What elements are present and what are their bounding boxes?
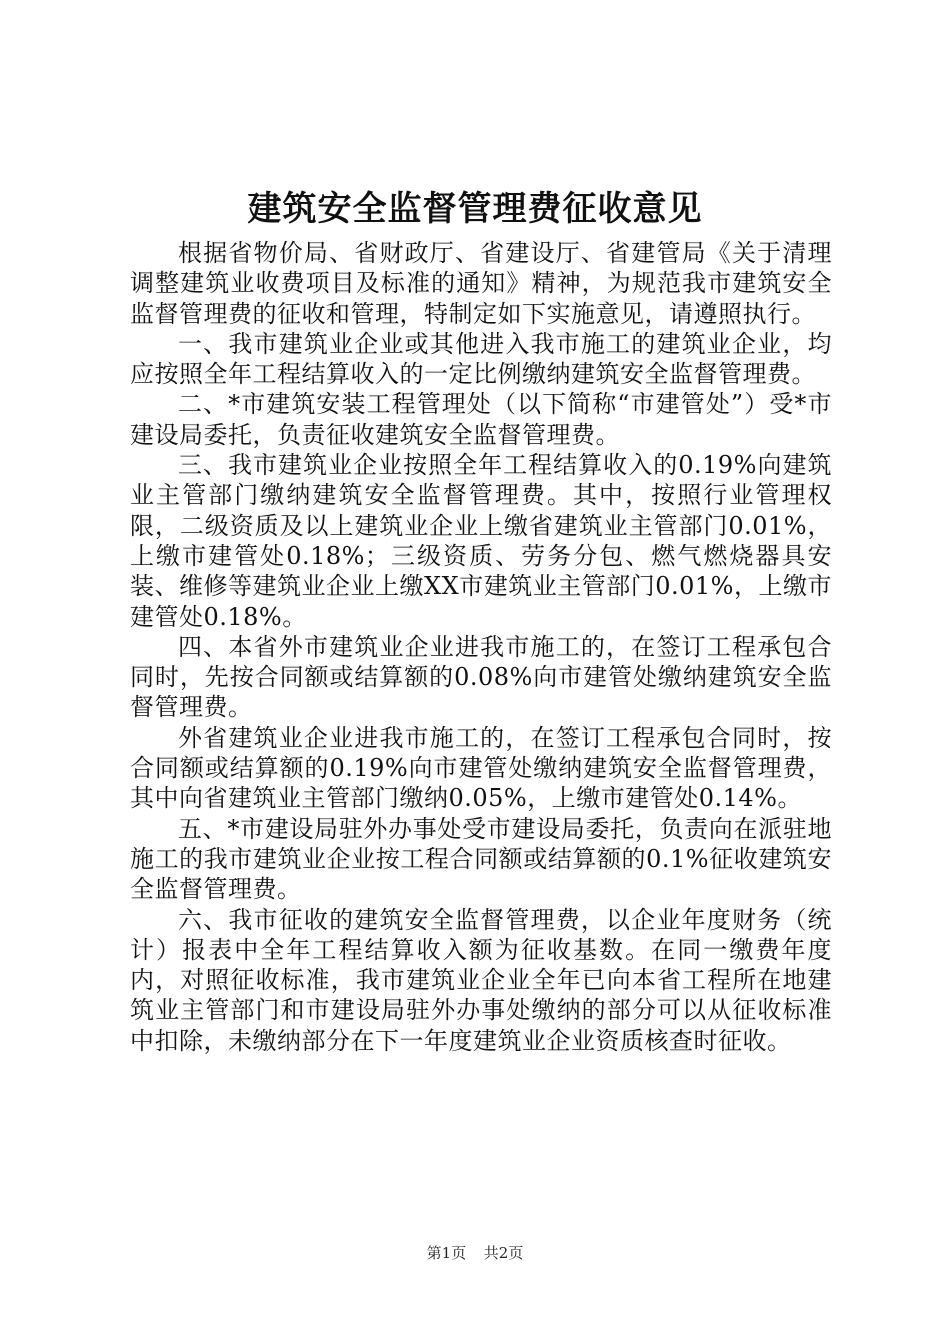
paragraph-item-6: 六、我市征收的建筑安全监督管理费，以企业年度财务（统计）报表中全年工程结算收入额为征收基数。在同一缴费年度内，对照征收标准，我市建筑业企业全年已向本省工程所在地建筑业主管部门和市建设局驻外办事处缴纳的部分可以从征收标准中扣除，未缴纳部分在下一年度建筑业企业资质核查时征收。 xyxy=(130,905,832,1055)
document-body xyxy=(130,238,832,1056)
paragraph-item-4: 四、本省外市建筑业企业进我市施工的，在签订工程承包合同时，先按合同额或结算额的0.08%向市建管处缴纳建筑安全监督管理费。 xyxy=(130,632,832,722)
paragraph-item-3: 三、我市建筑业企业按照全年工程结算收入的0.19%向建筑业主管部门缴纳建筑安全监督管理费。其中，按照行业管理权限，二级资质及以上建筑业企业上缴省建筑业主管部门0.01%，上缴市建管处0.18%；三级资质、劳务分包、燃气燃烧器具安装、维修等建筑业企业上缴XX市建筑业主管部门0.01%，上缴市建管处0.18%。 xyxy=(130,451,832,631)
paragraph-item-4-supplement: 外省建筑业企业进我市施工的，在签订工程承包合同时，按合同额或结算额的0.19%向市建管处缴纳建筑安全监督管理费，其中向省建筑业主管部门缴纳0.05%，上缴市建管处0.14%。 xyxy=(130,723,832,813)
page-number-total: 共2页 xyxy=(483,1244,524,1262)
document-title: 建筑安全监督管理费征收意见 xyxy=(247,189,703,229)
page-footer xyxy=(0,1242,950,1264)
paragraph-intro: 根据省物价局、省财政厅、省建设厅、省建管局《关于清理调整建筑业收费项目及标准的通知》精神，为规范我市建筑安全监督管理费的征收和管理，特制定如下实施意见，请遵照执行。 xyxy=(130,239,832,328)
page-number-current: 第1页 xyxy=(426,1244,467,1262)
paragraph-item-1: 一、我市建筑业企业或其他进入我市施工的建筑业企业，均应按照全年工程结算收入的一定比例缴纳建筑安全监督管理费。 xyxy=(130,329,832,389)
paragraph-item-2: 二、*市建筑安装工程管理处（以下简称“市建管处”）受*市建设局委托，负责征收建筑安全监督管理费。 xyxy=(130,390,832,449)
paragraph-item-5: 五、*市建设局驻外办事处受市建设局委托，负责向在派驻地施工的我市建筑业企业按工程合同额或结算额的0.1%征收建筑安全监督管理费。 xyxy=(130,814,832,904)
